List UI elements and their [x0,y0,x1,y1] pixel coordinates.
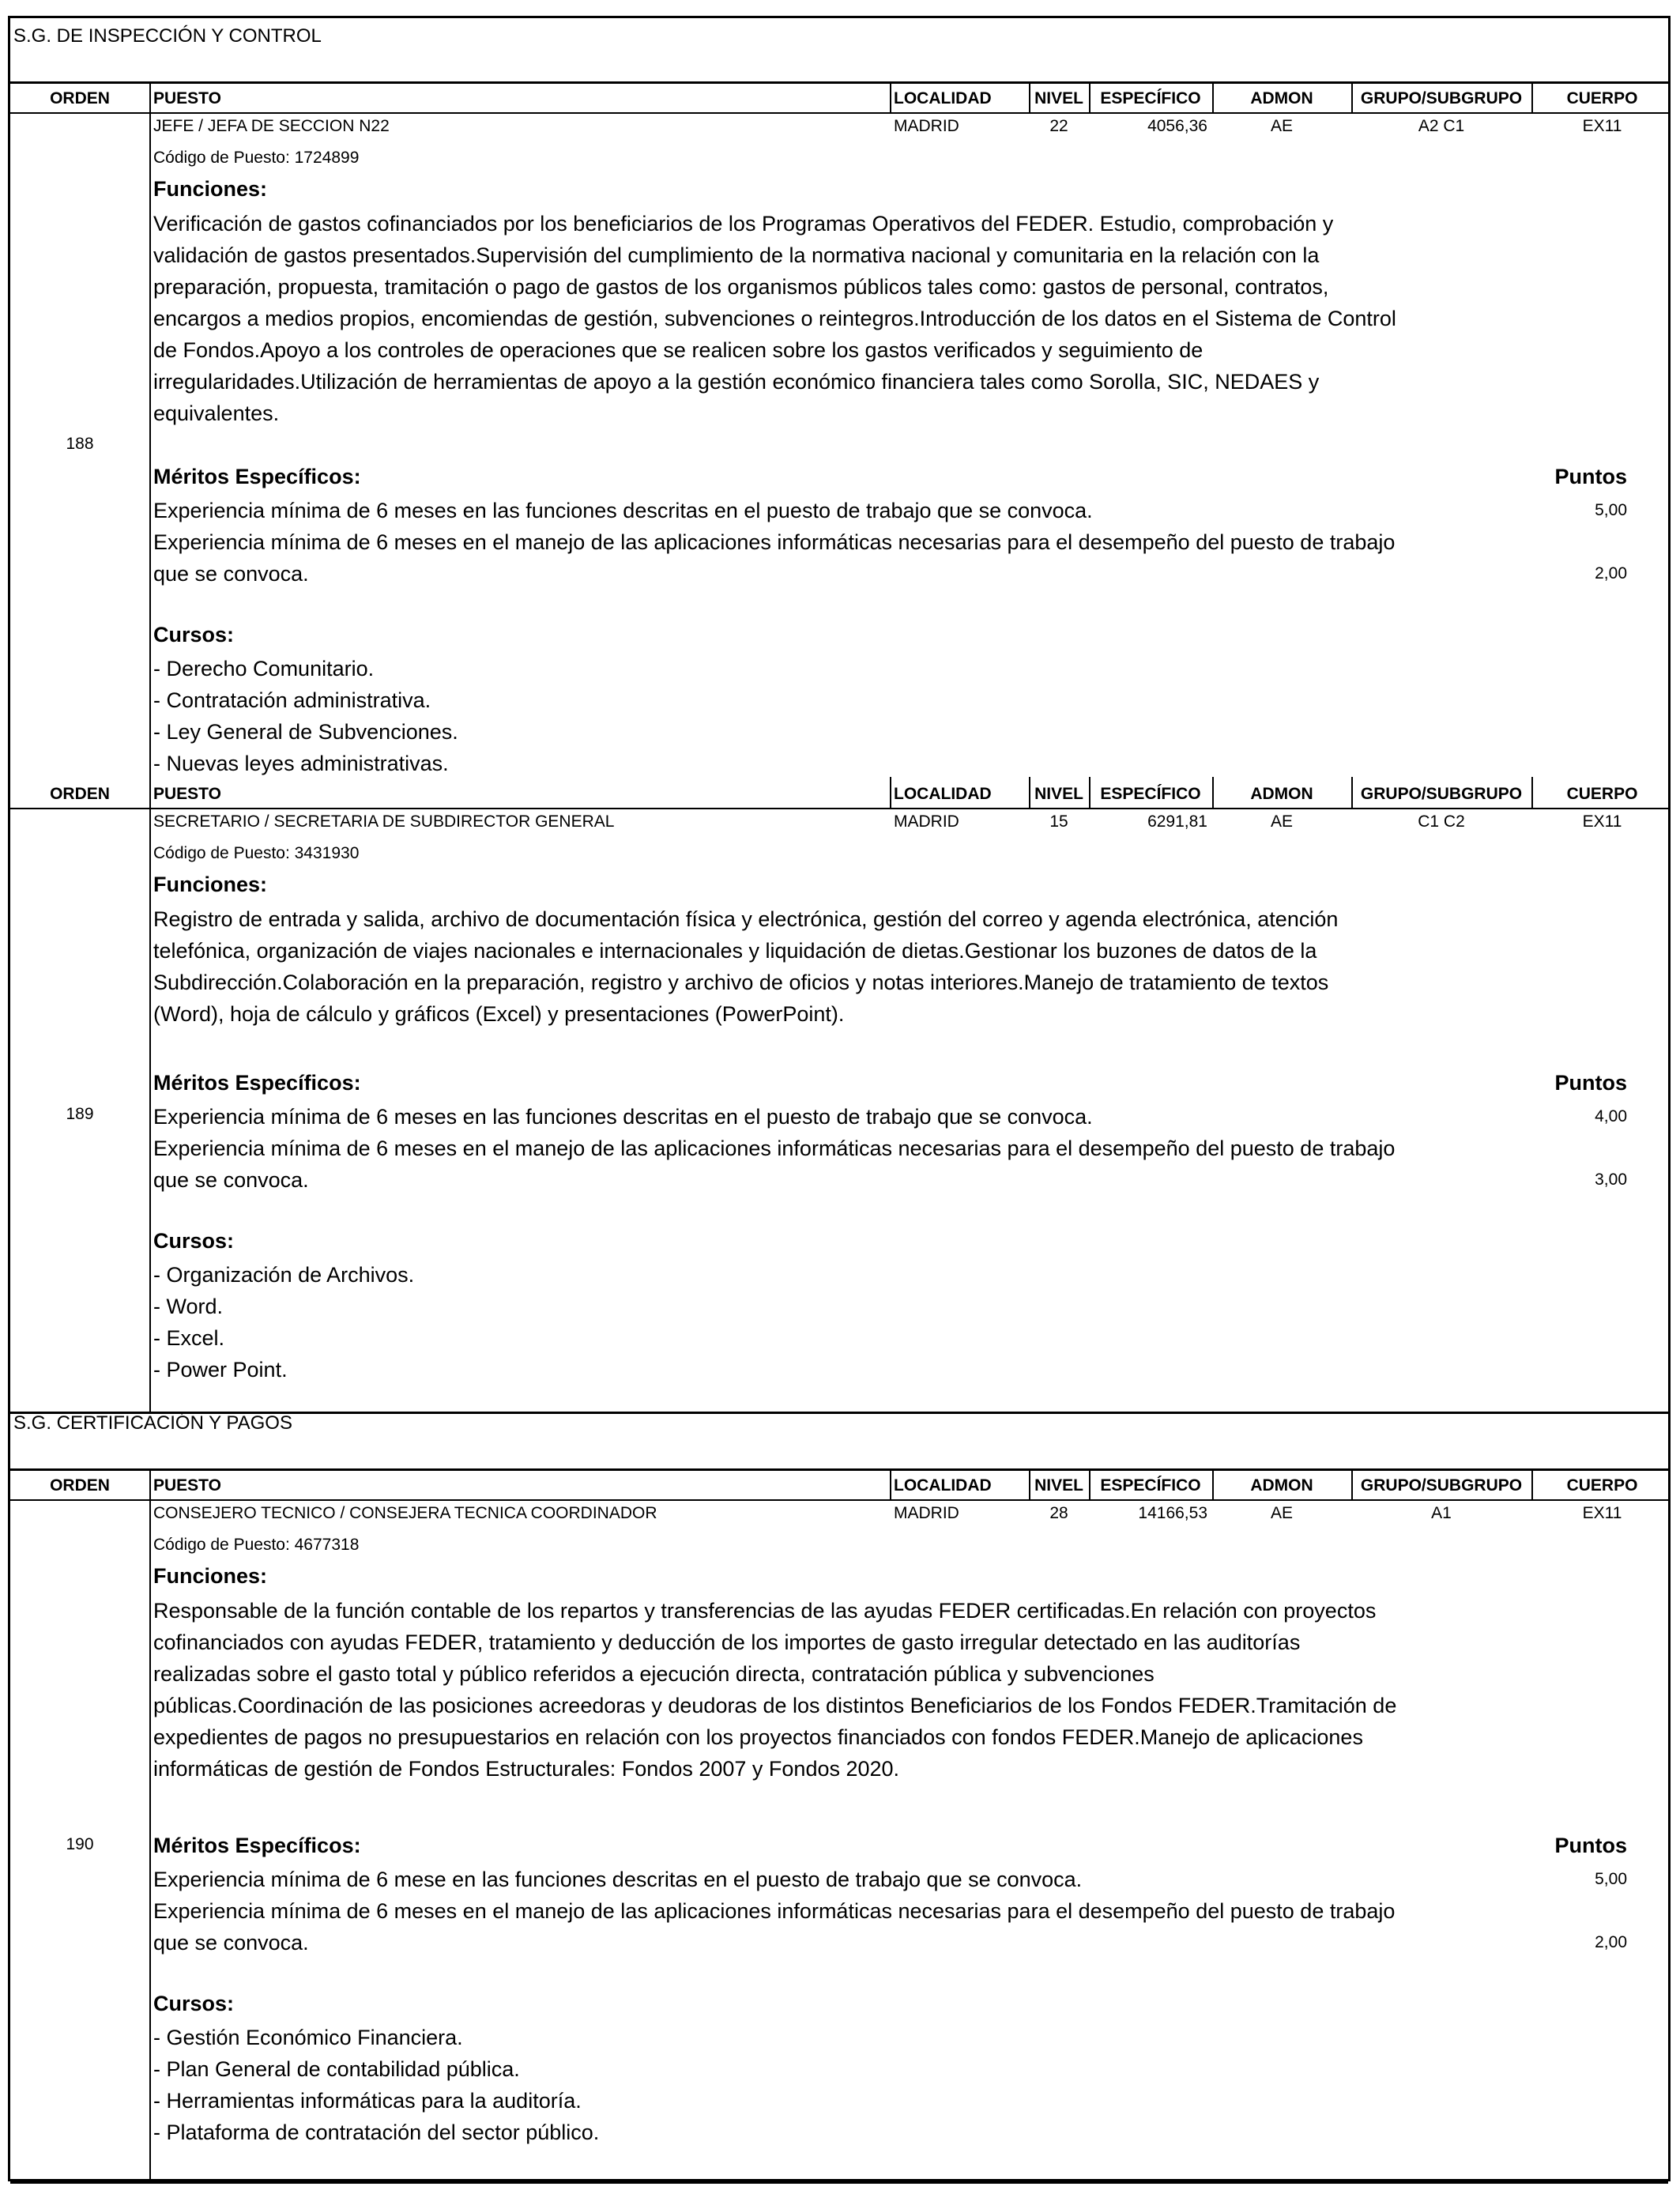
column-header-localidad: LOCALIDAD [894,89,992,107]
funciones-line: Registro de entrada y salida, archivo de documentación física y electrónica, gestión del correo y agenda electrónica, atención [153,907,1339,931]
funciones-line: cofinanciados con ayudas FEDER, tratamiento y deducción de los importes de gasto irregular detectado en las auditorías [153,1630,1301,1654]
section-divider [10,1412,1668,1414]
funciones-line: públicas.Coordinación de las posiciones acreedoras y deudoras de los distintos Beneficiarios de los Fondos FEDER.Tramitación de [153,1694,1397,1717]
cuerpo-value: EX11 [1582,1504,1622,1522]
curso-line: - Contratación administrativa. [153,688,431,712]
merito-line: que se convoca. [153,1931,309,1955]
cuerpo-value: EX11 [1582,117,1622,135]
column-header-admon: ADMON [1250,785,1313,803]
funciones-line: preparación, propuesta, tramitación o pago de gastos de los organismos públicos tales como: gastos de personal, contratos, [153,275,1329,299]
header-column-divider [1212,777,1214,808]
column-header-especifico: ESPECÍFICO [1100,785,1201,803]
column-header-puesto: PUESTO [153,1476,221,1495]
curso-line: - Plan General de contabilidad pública. [153,2057,520,2081]
curso-line: - Gestión Económico Financiera. [153,2026,463,2049]
merito-puntos: 3,00 [1595,1171,1627,1189]
merito-line: Experiencia mínima de 6 meses en el manejo de las aplicaciones informáticas necesarias para el desempeño del puesto de trabajo [153,1899,1396,1923]
column-header-puesto: PUESTO [153,785,221,803]
curso-line: - Power Point. [153,1358,288,1382]
merito-line: Experiencia mínima de 6 meses en el manejo de las aplicaciones informáticas necesarias para el desempeño del puesto de trabajo [153,530,1396,554]
header-column-divider [1351,1468,1353,1499]
column-header-orden: ORDEN [50,1476,110,1495]
grupo-value: A2 C1 [1418,117,1465,135]
header-column-divider [1089,81,1090,112]
header-column-divider [1531,777,1533,808]
grupo-value: A1 [1431,1504,1452,1522]
header-column-divider [890,777,891,808]
curso-line: - Ley General de Subvenciones. [153,720,458,744]
header-column-divider [890,1468,891,1499]
merito-puntos: 4,00 [1595,1107,1627,1125]
admon-value: AE [1270,117,1293,135]
funciones-label: Funciones: [153,873,268,896]
funciones-line: validación de gastos presentados.Supervisión del cumplimiento de la normativa nacional y comunitaria en la relación con la [153,243,1320,267]
merito-puntos: 5,00 [1595,1870,1627,1888]
codigo-puesto: Código de Puesto: 3431930 [153,844,360,862]
column-header-cuerpo: CUERPO [1566,89,1638,107]
curso-line: - Excel. [153,1326,225,1350]
especifico-value: 4056,36 [1147,117,1207,135]
column-header-nivel: NIVEL [1034,1476,1083,1495]
header-column-divider [1029,1468,1030,1499]
funciones-label: Funciones: [153,1564,268,1588]
header-column-divider [1029,81,1030,112]
section-title-divider [10,1468,1668,1471]
puesto-title: SECRETARIO / SECRETARIA DE SUBDIRECTOR GENERAL [153,812,615,831]
orden-column-divider [149,81,151,777]
merito-line: Experiencia mínima de 6 mese en las funciones descritas en el puesto de trabajo que se convoca. [153,1868,1083,1891]
funciones-line: Verificación de gastos cofinanciados por los beneficiarios de los Programas Operativos del FEDER. Estudio, comprobación y [153,212,1334,236]
funciones-line: informáticas de gestión de Fondos Estructurales: Fondos 2007 y Fondos 2020. [153,1757,900,1781]
grupo-value: C1 C2 [1418,812,1465,831]
header-column-divider [1089,777,1090,808]
header-column-divider [1212,81,1214,112]
column-header-grupo: GRUPO/SUBGRUPO [1360,785,1523,803]
column-header-especifico: ESPECÍFICO [1100,1476,1201,1495]
merito-line: que se convoca. [153,562,309,586]
meritos-label: Méritos Específicos: [153,1071,361,1095]
nivel-value: 15 [1049,812,1068,831]
document-table [8,16,1671,2181]
column-header-cuerpo: CUERPO [1566,1476,1638,1495]
nivel-value: 22 [1049,117,1068,135]
column-header-localidad: LOCALIDAD [894,785,992,803]
merito-puntos: 5,00 [1595,501,1627,519]
especifico-value: 6291,81 [1147,812,1207,831]
column-header-grupo: GRUPO/SUBGRUPO [1360,1476,1523,1495]
funciones-line: (Word), hoja de cálculo y gráficos (Excel) y presentaciones (PowerPoint). [153,1002,845,1026]
merito-line: Experiencia mínima de 6 meses en el manejo de las aplicaciones informáticas necesarias para el desempeño del puesto de trabajo [153,1137,1396,1160]
localidad-value: MADRID [894,1504,959,1522]
column-header-puesto: PUESTO [153,89,221,107]
column-header-orden: ORDEN [50,785,110,803]
puesto-title: CONSEJERO TECNICO / CONSEJERA TECNICA COORDINADOR [153,1504,657,1522]
curso-line: - Plataforma de contratación del sector público. [153,2120,600,2144]
section-title: S.G. DE INSPECCIÓN Y CONTROL [13,25,322,47]
column-header-nivel: NIVEL [1034,785,1083,803]
puntos-label: Puntos [1554,1834,1627,1857]
funciones-line: expedientes de pagos no presupuestarios en relación con los proyectos financiados con fondos FEDER.Manejo de aplicaciones [153,1725,1363,1749]
column-header-especifico: ESPECÍFICO [1100,89,1201,107]
curso-line: - Nuevas leyes administrativas. [153,752,449,775]
curso-line: - Word. [153,1295,224,1318]
section-title: S.G. CERTIFICACIÓN Y PAGOS [13,1412,292,1434]
header-column-divider [890,81,891,112]
codigo-puesto: Código de Puesto: 4677318 [153,1536,360,1554]
funciones-line: telefónica, organización de viajes nacionales e internacionales y liquidación de dietas.Gestionar los buzones de datos de la [153,939,1317,963]
header-column-divider [1531,81,1533,112]
localidad-value: MADRID [894,117,959,135]
table-bottom-divider [10,2181,1668,2184]
funciones-line: realizadas sobre el gasto total y público referidos a ejecución directa, contratación pública y subvenciones [153,1662,1155,1686]
header-column-divider [1029,777,1030,808]
header-column-divider [1351,777,1353,808]
orden-column-divider [149,1468,151,2181]
codigo-puesto: Código de Puesto: 1724899 [153,149,360,167]
column-header-orden: ORDEN [50,89,110,107]
merito-line: Experiencia mínima de 6 meses en las funciones descritas en el puesto de trabajo que se convoca. [153,1105,1093,1129]
orden-column-divider [149,777,151,1412]
header-row-divider [10,808,1668,809]
orden-number: 189 [66,1105,94,1123]
curso-line: - Organización de Archivos. [153,1263,415,1287]
funciones-line: Subdirección.Colaboración en la preparación, registro y archivo de oficios y notas interiores.Manejo de tratamiento de textos [153,971,1329,994]
merito-line: Experiencia mínima de 6 meses en las funciones descritas en el puesto de trabajo que se convoca. [153,499,1093,522]
nivel-value: 28 [1049,1504,1068,1522]
cursos-label: Cursos: [153,623,235,647]
merito-puntos: 2,00 [1595,564,1627,582]
cursos-label: Cursos: [153,1992,235,2015]
header-row-divider [10,112,1668,114]
merito-puntos: 2,00 [1595,1933,1627,1951]
admon-value: AE [1270,812,1293,831]
column-header-localidad: LOCALIDAD [894,1476,992,1495]
puntos-label: Puntos [1554,1071,1627,1095]
column-header-admon: ADMON [1250,89,1313,107]
admon-value: AE [1270,1504,1293,1522]
puesto-title: JEFE / JEFA DE SECCION N22 [153,117,390,135]
column-header-admon: ADMON [1250,1476,1313,1495]
header-column-divider [1531,1468,1533,1499]
curso-line: - Herramientas informáticas para la auditoría. [153,2089,582,2113]
header-column-divider [1351,81,1353,112]
meritos-label: Méritos Específicos: [153,465,361,488]
header-row-divider [10,1499,1668,1501]
orden-number: 188 [66,435,94,453]
funciones-line: de Fondos.Apoyo a los controles de operaciones que se realicen sobre los gastos verificados y seguimiento de [153,338,1203,362]
meritos-label: Méritos Específicos: [153,1834,361,1857]
especifico-value: 14166,53 [1138,1504,1207,1522]
header-column-divider [1089,1468,1090,1499]
cursos-label: Cursos: [153,1229,235,1253]
column-header-cuerpo: CUERPO [1566,785,1638,803]
column-header-grupo: GRUPO/SUBGRUPO [1360,89,1523,107]
funciones-line: equivalentes. [153,401,280,425]
funciones-line: Responsable de la función contable de los repartos y transferencias de las ayudas FEDER certificadas.En relación con proyectos [153,1599,1377,1623]
localidad-value: MADRID [894,812,959,831]
section-title-divider [10,81,1668,84]
column-header-nivel: NIVEL [1034,89,1083,107]
funciones-line: encargos a medios propios, encomiendas de gestión, subvenciones o reintegros.Introducción de los datos en el Sistema de Control [153,307,1396,330]
orden-number: 190 [66,1835,94,1853]
puntos-label: Puntos [1554,465,1627,488]
merito-line: que se convoca. [153,1168,309,1192]
header-column-divider [1212,1468,1214,1499]
funciones-label: Funciones: [153,177,268,201]
curso-line: - Derecho Comunitario. [153,657,375,680]
cuerpo-value: EX11 [1582,812,1622,831]
funciones-line: irregularidades.Utilización de herramientas de apoyo a la gestión económico financiera tales como Sorolla, SIC, NEDAES y [153,370,1320,394]
